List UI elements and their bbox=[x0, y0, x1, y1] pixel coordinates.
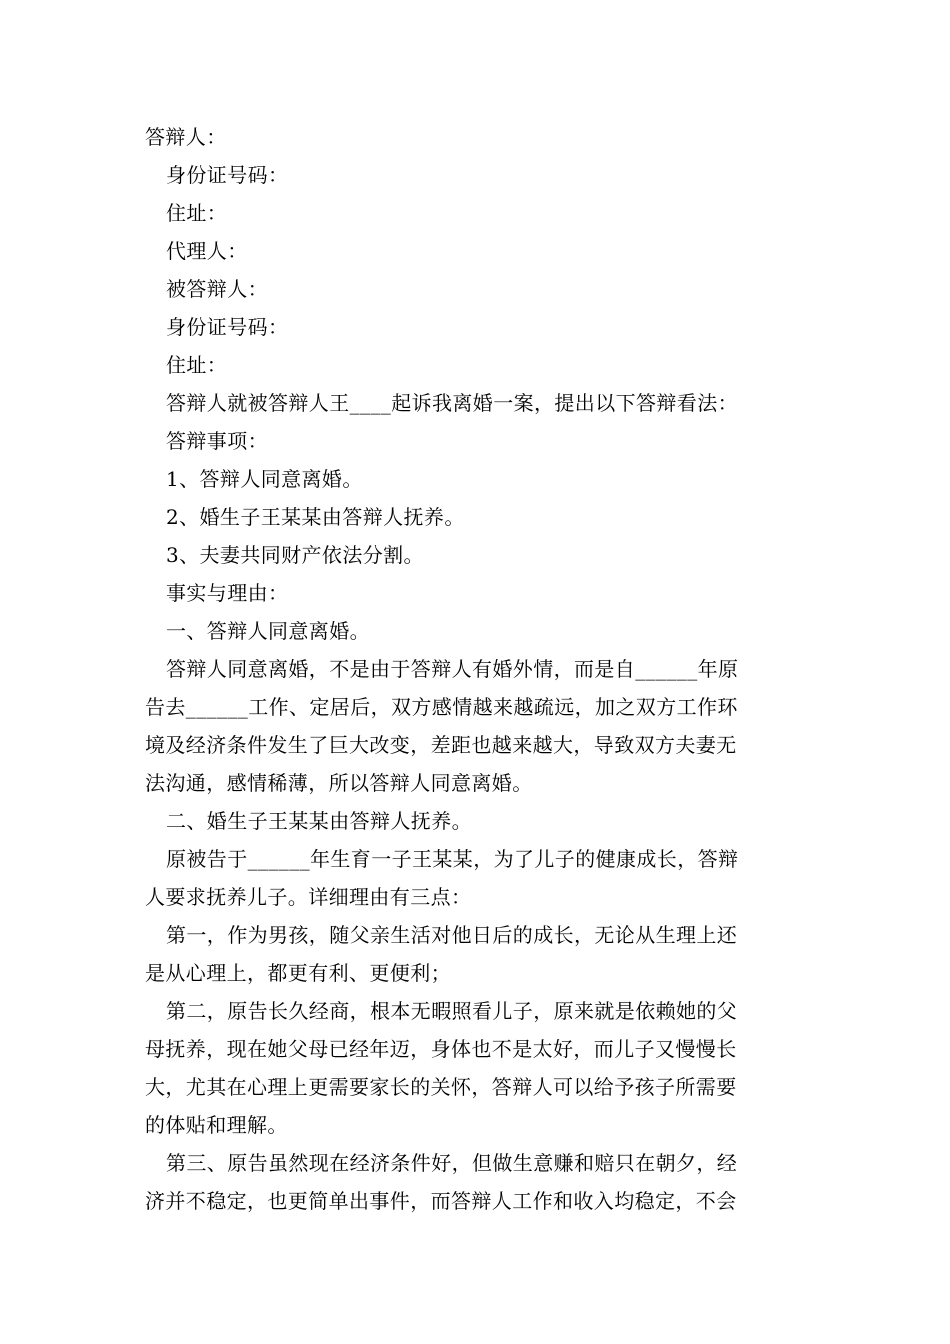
paragraph-line: 第一，作为男孩，随父亲生活对他日后的成长，无论从生理上还 bbox=[166, 923, 738, 947]
document-body bbox=[145, 118, 810, 1220]
respondent-label: 答辩人： bbox=[145, 125, 227, 149]
respondent-address-label: 住址： bbox=[166, 201, 228, 225]
subheading-1: 一、答辩人同意离婚。 bbox=[166, 619, 370, 643]
paragraph-line: 第三、原告虽然现在经济条件好，但做生意赚和赔只在朝夕，经 bbox=[166, 1151, 738, 1175]
appellee-address-label: 住址： bbox=[166, 353, 228, 377]
section-heading-items: 答辩事项： bbox=[166, 429, 268, 453]
paragraph-line: 原被告于______年生育一子王某某，为了儿子的健康成长，答辩 bbox=[166, 847, 739, 871]
intro-paragraph: 答辩人就被答辩人王____起诉我离婚一案，提出以下答辩看法： bbox=[166, 391, 738, 415]
respondent-id-label: 身份证号码： bbox=[166, 163, 289, 187]
paragraph-line: 母抚养，现在她父母已经年迈，身体也不是太好，而儿子又慢慢长 bbox=[145, 1037, 737, 1061]
paragraph-line: 是从心理上，都更有利、更便利； bbox=[145, 961, 451, 985]
paragraph-line: 大，尤其在心理上更需要家长的关怀，答辩人可以给予孩子所需要 bbox=[145, 1075, 737, 1099]
paragraph-line: 告去______工作、定居后，双方感情越来越疏远，加之双方工作环 bbox=[145, 695, 738, 719]
paragraph-line: 的体贴和理解。 bbox=[145, 1113, 288, 1137]
section-heading-facts: 事实与理由： bbox=[166, 581, 289, 605]
paragraph-line: 法沟通，感情稀薄，所以答辩人同意离婚。 bbox=[145, 771, 533, 795]
subheading-2: 二、婚生子王某某由答辩人抚养。 bbox=[166, 809, 472, 833]
paragraph-line: 境及经济条件发生了巨大改变，差距也越来越大，导致双方夫妻无 bbox=[145, 733, 737, 757]
paragraph-line: 人要求抚养儿子。详细理由有三点： bbox=[145, 885, 472, 909]
appellee-id-label: 身份证号码： bbox=[166, 315, 289, 339]
agent-label: 代理人： bbox=[166, 239, 248, 263]
paragraph-line: 答辩人同意离婚，不是由于答辩人有婚外情，而是自______年原 bbox=[166, 657, 739, 681]
appellee-label: 被答辩人： bbox=[166, 277, 268, 301]
paragraph-line: 济并不稳定，也更简单出事件，而答辩人工作和收入均稳定，不会 bbox=[145, 1189, 737, 1213]
item-1: 1、答辩人同意离婚。 bbox=[166, 467, 363, 491]
item-2: 2、婚生子王某某由答辩人抚养。 bbox=[166, 505, 465, 529]
paragraph-line: 第二，原告长久经商，根本无暇照看儿子，原来就是依赖她的父 bbox=[166, 999, 738, 1023]
item-3: 3、夫妻共同财产依法分割。 bbox=[166, 543, 424, 567]
